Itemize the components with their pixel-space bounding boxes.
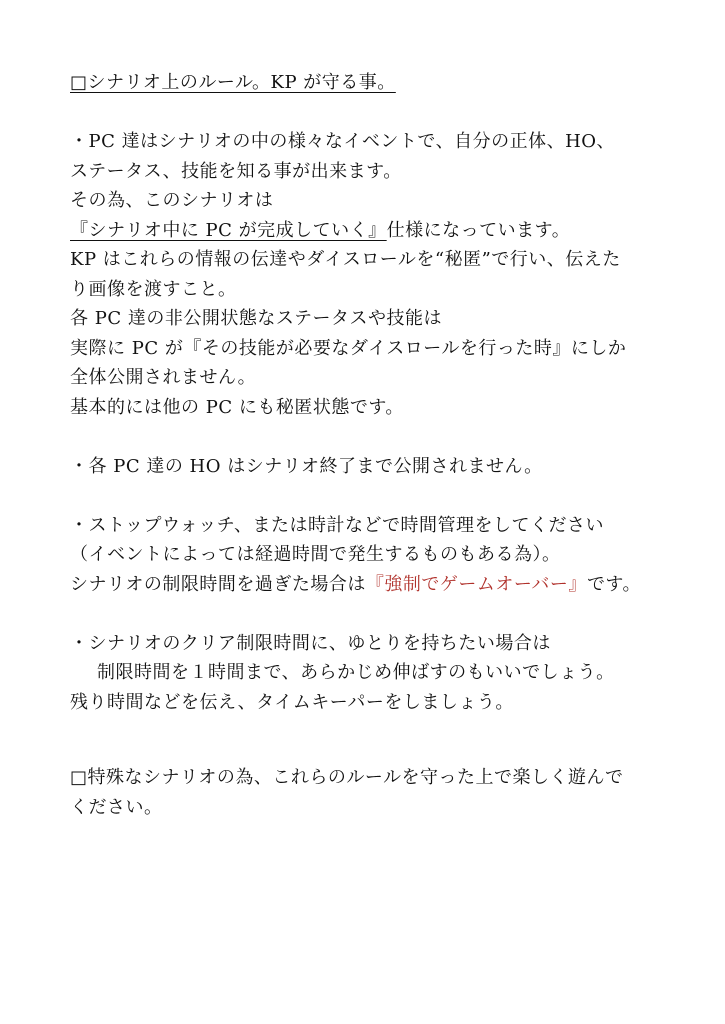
spacer (70, 422, 710, 452)
spacer (70, 599, 710, 629)
paragraph-line: その為、このシナリオは (70, 190, 274, 211)
spacer (70, 98, 710, 128)
paragraph-line: 実際に PC が『その技能が必要なダイスロールを行った時』にしか (70, 337, 627, 359)
rules-heading-text: □シナリオ上のルール。KP が守る事。 (70, 72, 396, 93)
rules-heading (70, 68, 710, 98)
section-closing (70, 763, 710, 822)
paragraph-line: KP はこれらの情報の伝達やダイスロールを“秘匿”で行い、伝えた (70, 249, 621, 270)
paragraph-line: 基本的には他の PC にも秘匿状態です。 (70, 396, 404, 418)
paragraph-line: ・ストップウォッチ、または時計などで時間管理をしてください (70, 514, 604, 536)
paragraph-line: （イベントによっては経過時間で発生するものもある為）。 (70, 544, 561, 565)
section-time-management (70, 511, 710, 600)
section-secret-info (70, 127, 710, 422)
paragraph-line: ・PC 達はシナリオの中の様々なイベントで、自分の正体、HO、 (70, 131, 616, 152)
paragraph-line (70, 570, 710, 600)
paragraph-line: □特殊なシナリオの為、これらのルールを守った上で楽しく遊んで (70, 767, 624, 788)
paragraph-line: 全体公開されません。 (70, 367, 257, 388)
game-over-warning: 『強制でゲームオーバー』 (365, 573, 587, 595)
section-ho-private (70, 452, 710, 482)
paragraph-line: ・各 PC 達の HO はシナリオ終了まで公開されません。 (70, 455, 543, 477)
document-page (70, 68, 710, 822)
paragraph-line (70, 216, 710, 246)
paragraph-text: です。 (586, 573, 641, 595)
paragraph-line: 制限時間を１時間まで、あらかじめ伸ばすのもいいでしょう。 (97, 662, 615, 683)
paragraph-text: 仕様になっています。 (386, 219, 571, 241)
paragraph-line: 各 PC 達の非公開状態なステータスや技能は (70, 308, 442, 329)
paragraph-line: ください。 (70, 796, 163, 818)
paragraph-line: ステータス、技能を知る事が出来ます。 (70, 160, 402, 182)
section-time-extension (70, 629, 710, 718)
spacer (70, 481, 710, 511)
paragraph-line: 残り時間などを伝え、タイムキーパーをしましょう。 (70, 691, 514, 713)
spacer (70, 717, 710, 763)
underlined-phrase: 『シナリオ中に PC が完成していく』 (70, 219, 387, 241)
paragraph-text: シナリオの制限時間を過ぎた場合は (70, 573, 366, 595)
paragraph-line: ・シナリオのクリア制限時間に、ゆとりを持ちたい場合は (70, 632, 551, 654)
paragraph-line: り画像を渡すこと。 (70, 278, 237, 300)
